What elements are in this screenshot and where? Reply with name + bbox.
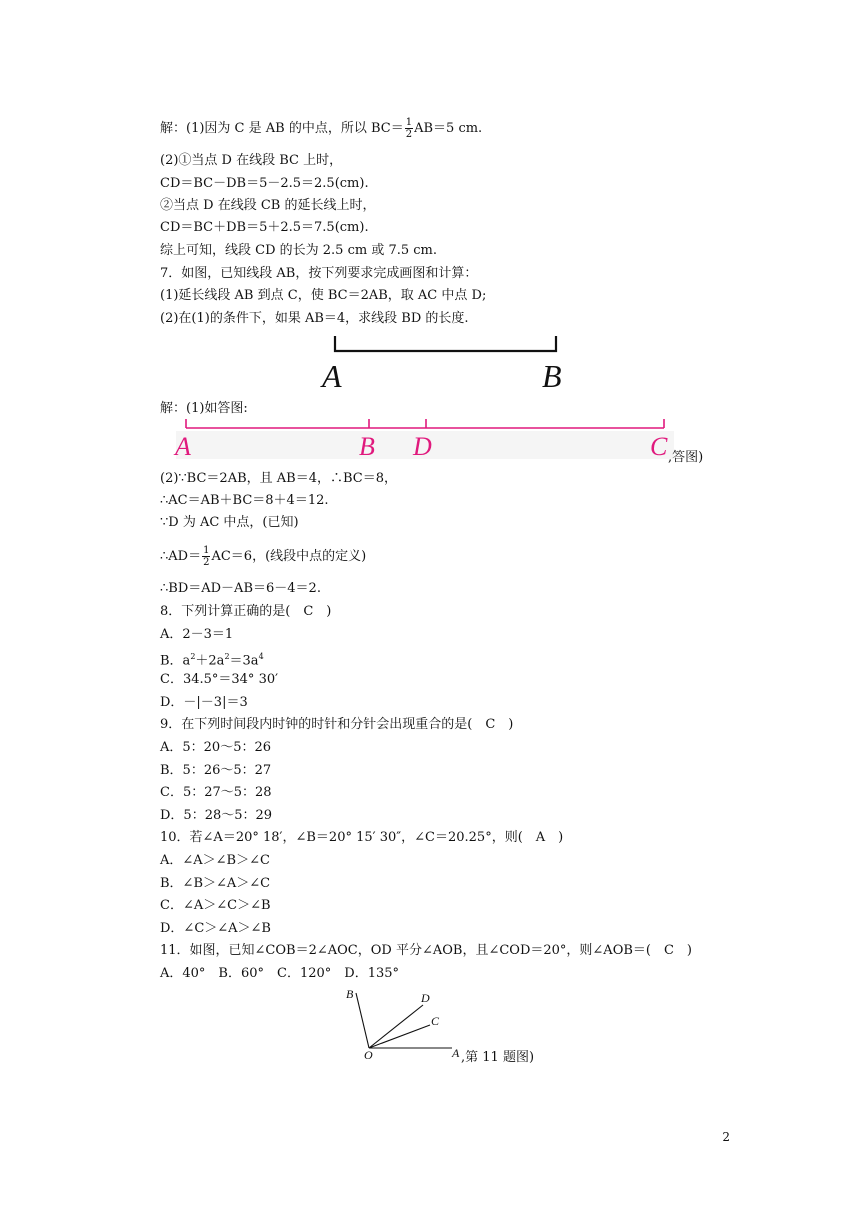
- text-line: [160, 545, 366, 568]
- text-line: 综上可知，线段 CD 的长为 2.5 cm 或 7.5 cm.: [160, 243, 437, 258]
- answer-label-d: D: [413, 432, 432, 461]
- question-11-options: A．40° B．60° C．120° D．135°: [160, 966, 400, 981]
- option-a: A．5：20～5：26: [160, 740, 272, 755]
- text-line: CD＝BC＋DB＝5＋2.5＝7.5(cm).: [160, 220, 369, 235]
- angle-label-b: B: [346, 987, 354, 1001]
- text-line: (2)在(1)的条件下，如果 AB＝4，求线段 BD 的长度.: [160, 311, 469, 326]
- text-line: ∴BD＝AD－AB＝6－4＝2.: [160, 581, 321, 596]
- question-10: 10．若∠A＝20° 18′，∠B＝20° 15′ 30″，∠C＝20.25°，则( A ): [160, 830, 564, 845]
- angle-label-a: A: [452, 1046, 460, 1060]
- option-d: D．5：28～5：29: [160, 808, 273, 823]
- option-c: C．34.5°＝34° 30′: [160, 672, 279, 687]
- fraction: [405, 117, 413, 140]
- label-b: B: [542, 358, 562, 394]
- option-d: D．∠C＞∠A＞∠B: [160, 921, 271, 936]
- ray-ob: [356, 993, 369, 1048]
- fraction-denominator: 2: [203, 557, 210, 568]
- text-segment: 解：(1)因为 C 是 AB 的中点，所以 BC＝: [160, 121, 404, 136]
- label-a: A: [322, 358, 342, 394]
- exponent: 2: [190, 652, 196, 661]
- ray-oc: [369, 1025, 430, 1048]
- text-segment: ∴AD＝: [160, 549, 202, 564]
- option-a: A．∠A＞∠B＞∠C: [160, 853, 270, 868]
- question-8: 8．下列计算正确的是( C ): [160, 604, 332, 619]
- exponent: 4: [258, 652, 264, 661]
- answer-label-a: A: [175, 432, 191, 461]
- fraction: [202, 545, 210, 568]
- text-line: 解：(1)如答图:: [160, 401, 248, 416]
- ray-od: [369, 1005, 423, 1048]
- text-segment: AB＝5 cm.: [414, 121, 483, 136]
- fraction-numerator: 1: [203, 545, 210, 556]
- option-d: D．－|－3|＝3: [160, 695, 248, 710]
- angle-label-d: D: [421, 991, 430, 1005]
- text-line: (2)∵BC＝2AB，且 AB＝4，∴BC＝8，: [160, 471, 397, 486]
- segment-ab-figure: [330, 334, 562, 356]
- text-line: (2)①当点 D 在线段 BC 上时，: [160, 153, 343, 168]
- question-7: 7．如图，已知线段 AB，按下列要求完成画图和计算：: [160, 266, 478, 281]
- option-b: [160, 648, 264, 670]
- page-number: 2: [722, 1130, 730, 1144]
- option-b: B．5：26～5：27: [160, 763, 272, 778]
- exponent: 2: [224, 652, 230, 661]
- question-9: 9．在下列时间段内时钟的时针和分针会出现重合的是( C ): [160, 717, 514, 732]
- option-c: C．5：27～5：28: [160, 785, 272, 800]
- angle-figure: [340, 985, 460, 1060]
- text-line: CD＝BC－DB＝5－2.5＝2.5(cm).: [160, 176, 369, 191]
- text-line: ②当点 D 在线段 CB 的延长线上时，: [160, 198, 376, 213]
- segment-ab: [335, 336, 556, 351]
- text-line: [160, 117, 482, 140]
- answer-label-b: B: [359, 432, 375, 461]
- angle-label-c: C: [431, 1014, 440, 1028]
- answer-figure-caption: ,答图): [668, 450, 704, 465]
- fraction-denominator: 2: [405, 129, 413, 140]
- option-c: C．∠A＞∠C＞∠B: [160, 898, 271, 913]
- angle-label-o: O: [364, 1048, 373, 1062]
- text-segment: B．a: [160, 653, 191, 669]
- fraction-numerator: 1: [405, 117, 413, 128]
- figure-11-caption: ,第 11 题图): [461, 1050, 535, 1065]
- text-line: (1)延长线段 AB 到点 C，使 BC＝2AB，取 AC 中点 D;: [160, 288, 487, 303]
- text-line: ∵D 为 AC 中点，(已知): [160, 515, 299, 530]
- text-line: ∴AC＝AB＋BC＝8＋4＝12.: [160, 493, 329, 508]
- question-11: 11．如图，已知∠COB＝2∠AOC，OD 平分∠AOB，且∠COD＝20°，则∠AOB＝( C ): [160, 943, 692, 958]
- answer-label-c: C: [650, 432, 668, 461]
- text-segment: ＋2a: [195, 653, 225, 669]
- option-a: A．2－3＝1: [160, 627, 234, 642]
- option-b: B．∠B＞∠A＞∠C: [160, 876, 271, 891]
- text-segment: AC＝6，(线段中点的定义): [211, 549, 367, 564]
- text-segment: ＝3a: [229, 653, 259, 669]
